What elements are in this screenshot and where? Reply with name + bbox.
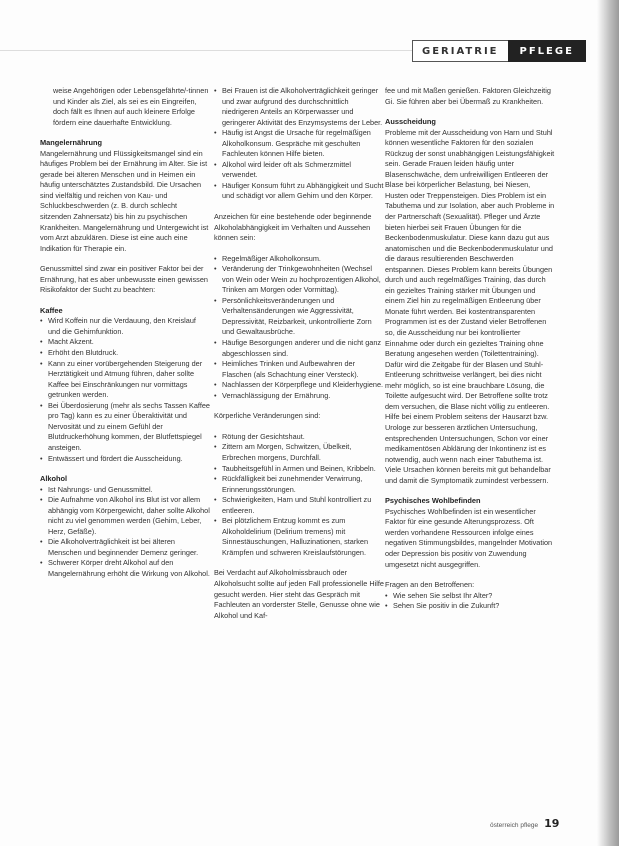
alkohol-list-continued — [214, 86, 384, 202]
list-item: • Vernachlässigung der Ernährung. — [214, 391, 384, 402]
list-item: • Die Aufnahme von Alkohol ins Blut ist vor allem abhängig vom Körpergewicht, daher sollte Alkohol nicht zu viel genommen werden (Gehirn, Leber, Herz, Gefäße). — [40, 495, 210, 537]
text-column-1 — [40, 86, 210, 590]
list-item: • Rötung der Gesichtshaut. — [214, 432, 384, 443]
paragraph: Genussmittel sind zwar ein positiver Faktor bei der Ernährung, hat es aber unbewusste einen gewissen Risikofaktor der Sucht zu beachten: — [40, 264, 208, 295]
list-item: • Häufiger Konsum führt zu Abhängigkeit und Sucht und schädigt vor allem Gehirn und den Körper. — [214, 181, 384, 202]
list-item: • Bei plötzlichem Entzug kommt es zum Alkoholdelirium (Delirium tremens) mit Sinnestäuschungen, Halluzinationen, starken Krämpfen und schweren Kreislaufstörungen. — [214, 516, 384, 558]
header-rule — [0, 50, 412, 51]
header-tab-pflege: PFLEGE — [508, 40, 586, 62]
paragraph: Psychisches Wohlbefinden ist ein wesentlicher Faktor für eine gesunde Alterungsprozess. Oft werden vorhandene Ressourcen infolge eines negativen Stimmungsbildes, mangelnder Motivation oder Depression bis positiv von Zuwendung umgesetzt nicht ausgegriffen. — [385, 506, 553, 569]
list-item: • Sehen Sie positiv in die Zukunft? — [385, 601, 555, 612]
list-item: • Schwierigkeiten, Harn und Stuhl kontrolliert zu entleeren. — [214, 495, 384, 516]
list-item: • Taubheitsgefühl in Armen und Beinen, Kribbeln. — [214, 464, 384, 475]
paragraph: fee und mit Maßen genießen. Faktoren Gleichzeitig Gi. Sie führen aber bei Übermaß zu Krankheiten. — [385, 86, 551, 106]
section-header — [412, 40, 586, 62]
koerper-list — [214, 432, 384, 559]
list-item: • Persönlichkeitsveränderungen und Verhaltensänderungen wie Aggressivität, Depressivität, Reizbarkeit, unkontrollierte Zorn und Gewaltausbrüche. — [214, 296, 384, 338]
paragraph: Bei Verdacht auf Alkoholmissbrauch oder Alkoholsucht sollte auf jeden Fall professionelle Hilfe gesucht werden. Hier steht das Gespräch mit Fachleuten an vorderster Stelle, Genusse ohne wie Alkohol und Kaf- — [214, 568, 384, 620]
list-item: • Kann zu einer vorübergehenden Steigerung der Herztätigkeit und Atmung führen, daher sollte Kaffee bei Einschränkungen nur vormittags getrunken werden. — [40, 359, 210, 401]
kaffee-list — [40, 316, 210, 464]
page-gutter-shadow — [597, 0, 619, 846]
list-item: • Häufig ist Angst die Ursache für regelmäßigen Alkoholkonsum. Gespräche mit geschulten Fachleuten können Hilfe bieten. — [214, 128, 384, 160]
list-item: • Wird Koffein nur die Verdauung, den Kreislauf und die Gehirnfunktion. — [40, 316, 210, 337]
paragraph: Anzeichen für eine bestehende oder beginnende Alkoholabhängigkeit im Verhalten und Aussehen können sein: — [214, 212, 372, 243]
text-column-3 — [385, 86, 555, 622]
list-item: • Veränderung der Trinkgewohnheiten (Wechsel von Wein oder Wein zu hochprozentigen Alkohol, Trinken am Morgen oder Vormittag). — [214, 264, 384, 296]
paragraph: Mangelernährung und Flüssigkeitsmangel sind ein häufiges Problem bei der Ernährung im Alter. Sie ist gerade bei älteren Menschen und in Heimen ein häufig unterschätztes Zustandsbild. Die Ursachen sind vielfältig und reichen von Kau- und Schluckbeschwerden (z. B. durch schlecht sitzenden Zahnersatz) bis hin zu psychischen Krankheiten. Mangelernährung und Untergewicht ist vom Arzt abzuklären. Diese ist eine auch eine Indikation für Therapie ein. — [40, 148, 209, 253]
list-item: • Ist Nahrungs- und Genussmittel. — [40, 485, 210, 496]
list-item: • Zittern am Morgen, Schwitzen, Übelkeit, Erbrechen morgens, Durchfall. — [214, 442, 384, 463]
anzeichen-list — [214, 254, 384, 402]
heading-alkohol: Alkohol — [40, 474, 68, 484]
paragraph: Fragen an den Betroffenen: — [385, 580, 475, 590]
list-item: • Erhöht den Blutdruck. — [40, 348, 210, 359]
fragen-list — [385, 591, 555, 612]
list-item: • Die Alkoholverträglichkeit ist bei älteren Menschen und beginnender Demenz geringer. — [40, 537, 210, 558]
page-footer — [490, 817, 559, 830]
heading-kaffee: Kaffee — [40, 305, 63, 315]
alkohol-list — [40, 485, 210, 580]
list-item: • Entwässert und fördert die Ausscheidung. — [40, 454, 210, 465]
heading-psychisches-wohlbefinden: Psychisches Wohlbefinden — [385, 496, 481, 506]
list-item: • Häufige Besorgungen anderer und die nicht ganz abgeschlossen sind. — [214, 338, 384, 359]
list-item: • Nachlassen der Körperpflege und Kleiderhygiene. — [214, 380, 384, 391]
list-item: • Schwerer Körper dreht Alkohol auf den Mangelernährung erhöht die Wirkung von Alkohol. — [40, 558, 210, 579]
heading-mangelernaehrung: Mangelernährung — [40, 138, 103, 148]
list-item: • Macht Akzent. — [40, 337, 210, 348]
page-number: 19 — [544, 817, 560, 830]
list-item: • Heimliches Trinken und Aufbewahren der Flaschen (als Schachtung einer Versteck). — [214, 359, 384, 380]
heading-ausscheidung: Ausscheidung — [385, 117, 436, 127]
paragraph: Körperliche Veränderungen sind: — [214, 411, 321, 421]
paragraph: Probleme mit der Ausscheidung von Harn und Stuhl können wesentliche Faktoren für den sozialen Rückzug der sonst unabhängigen Leistungsfähigkeit sein. Gerade Frauen leiden häufig unter Blasenschwäche, dem unfreiwilligen Entleeren der Blase bei körperlicher Belastung, bei Niesen, Husten oder Treppensteigen. Dies Problem ist ein Tabuthema und zur Isolation, aber auch Probleme in der Partnerschaft (Sexualität). Pfleger und Ärzte bieten hierbei seit Frauen Übungen für die Beckenbodenmuskulatur. Diese kann dazu gut aus anatomischen und die Beckenbodenmuskulatur und die daraus resultierenden Beschwerden entspannen. Dieses Problem kann bereits Übungen durch und auch regelmäßiges Training, das durch ein gezieltes Training stärker mit Übungen und einem Ziel hin zu regelmäßigen Entleerung über Monate führt werden. Bei kostentransparenten Programmen ist es der Zustand vieler Betroffenen so, die Ausscheidung nur bei kontrollierter Einnahme oder durch ein gezieltes Training ohne Beratung angesehen werden (Toilettentraining). Dafür wird die Zeitgabe für der Blasen und Stuhl-Entleerung schrittweise verlängert, bei dies nicht mehr möglich, so ist eine brauchbare Lösung, die Toilette aufgesucht wird. Der Betroffene sollte trotz dem versuchen, die Blase nicht völlig zu entleeren. Hilfe bei einem Problem seitens der Hausarzt bzw. Urologe zur besseren ärztlichen Untersuchung, entsprechenden Untersuchungen, Schon vor einer medikamentösen Abklärung der Inkontinenz ist es notwendig, auch wenn nach einer Tabuthema ist. Viele Ursachen können bereits mit gut behandelbar und damit die Symptomatik zumindest verbessern. — [385, 127, 555, 485]
list-item: • Bei Frauen ist die Alkoholverträglichkeit geringer und zwar aufgrund des durchschnittlich niedrigeren Anteils an Körperwasser und geringerer Aktivität des Enzymsystems der Leber. — [214, 86, 384, 128]
list-item: • Wie sehen Sie selbst Ihr Alter? — [385, 591, 555, 602]
text-column-2 — [214, 86, 384, 631]
header-tab-geriatrie: GERIATRIE — [412, 40, 508, 62]
list-item: • Rückfälligkeit bei zunehmender Verwirrung, Erinnerungsstörungen. — [214, 474, 384, 495]
list-item: • Bei Überdosierung (mehr als sechs Tassen Kaffee pro Tag) kann es zu einer Überaktivität und Nervosität und zu einem Gefühl der Blutdruckerhöhung kommen, der Blutfettspiegel ansteigen. — [40, 401, 210, 454]
journal-name: österreich pflege — [490, 822, 539, 829]
paragraph: weise Angehörigen oder Lebensgefährte/-tinnen und Kinder als Ziel, als sei es ein Eingreifen, doch fällt es Ihnen auf auch kleinere Erfolge fördern eine dauerhafte Entwicklung. — [53, 86, 209, 127]
list-item: • Alkohol wird leider oft als Schmerzmittel verwendet. — [214, 160, 384, 181]
list-item: • Regelmäßiger Alkoholkonsum. — [214, 254, 384, 265]
